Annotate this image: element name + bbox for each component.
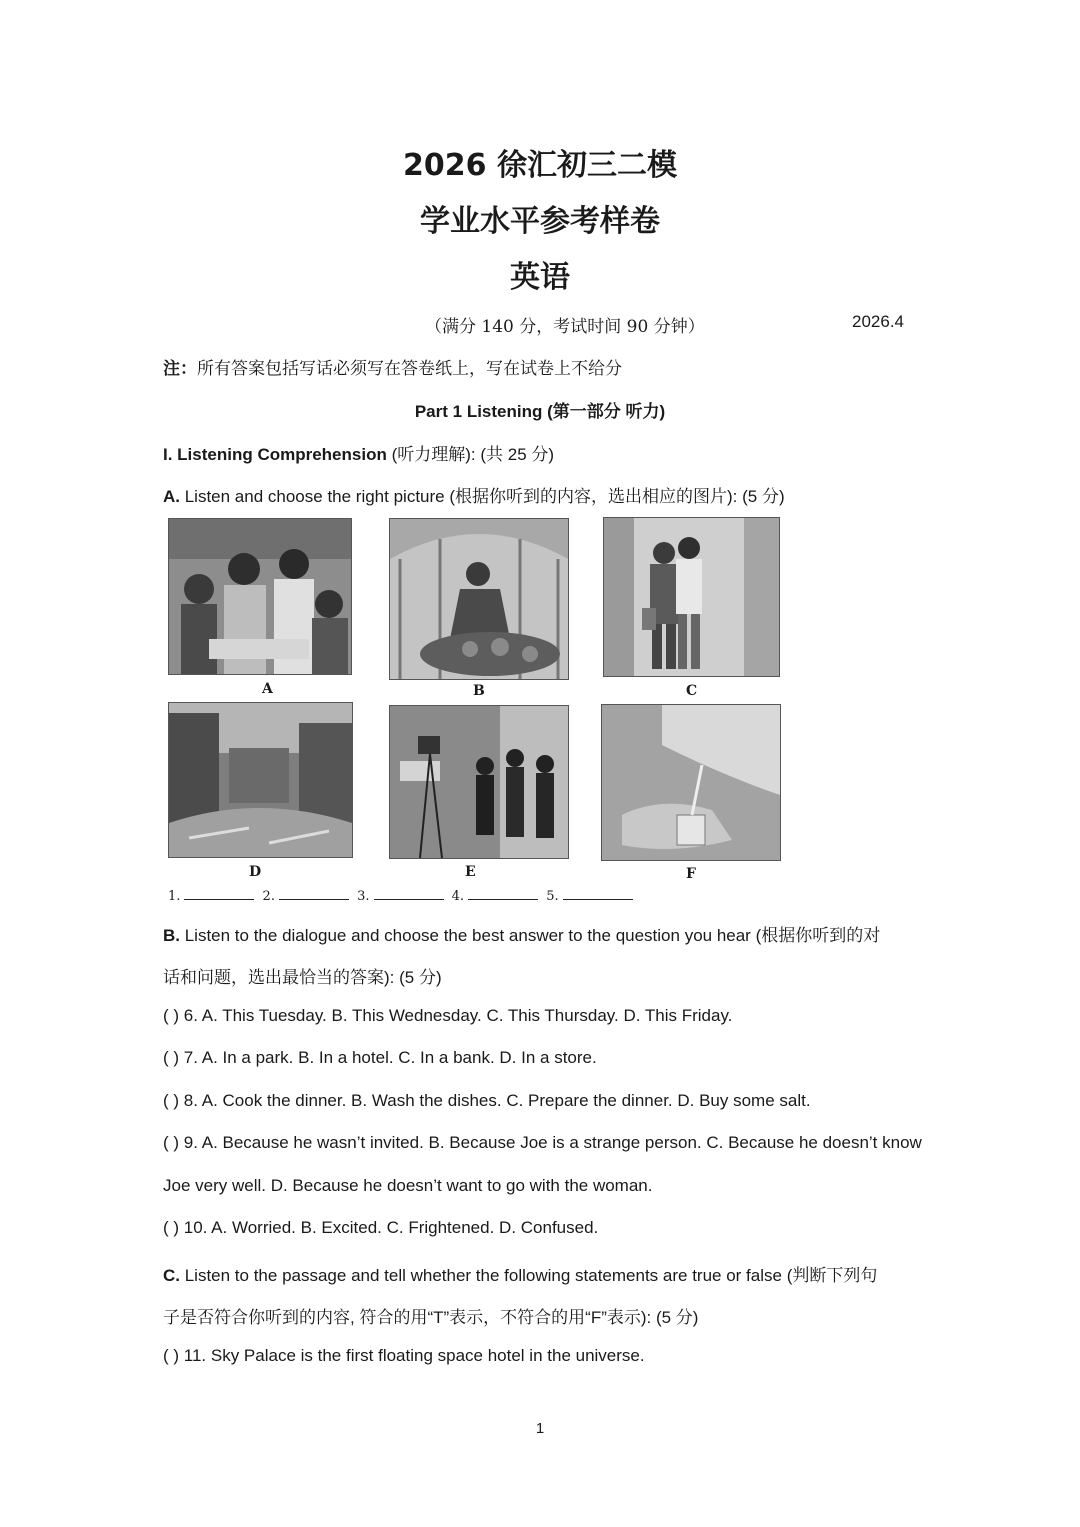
section-c-text-1: Listen to the passage and tell whether the following statements are true or false (判断下列句 (180, 1266, 878, 1285)
blank-label-1: 1. (168, 889, 181, 904)
section-c-heading (163, 1261, 877, 1286)
answer-blank-5[interactable] (563, 888, 633, 900)
picture-label-d: D (249, 864, 262, 880)
section-b-heading (163, 921, 880, 946)
picture-label-c: C (686, 683, 698, 699)
section-a-heading (163, 482, 785, 507)
exam-subtitle: 学业水平参考样卷 (420, 204, 660, 239)
picture-label-b: B (473, 683, 485, 699)
part1-heading: Part 1 Listening (第一部分 听力) (414, 402, 666, 421)
exam-date: 2026.4 (852, 312, 904, 331)
picture-d-flooded-street (168, 702, 353, 858)
question-10: ( ) 10. A. Worried. B. Excited. C. Frightened. D. Confused. (163, 1218, 599, 1237)
picture-label-a: A (262, 681, 273, 697)
picture-c-couple-shopping (603, 517, 780, 677)
question-7: ( ) 7. A. In a park. B. In a hotel. C. In a bank. D. In a store. (163, 1048, 597, 1067)
picture-a-students-group (168, 518, 352, 675)
section-1-heading (163, 440, 554, 465)
note-label: 注： (163, 359, 197, 379)
answer-blank-4[interactable] (468, 888, 538, 900)
blank-label-4: 4. (451, 889, 465, 904)
answer-blank-3[interactable] (374, 888, 444, 900)
section-c-text-2: 子是否符合你听到的内容, 符合的用“T”表示，不符合的用“F”表示): (5 分) (163, 1308, 699, 1327)
exam-note (163, 354, 622, 379)
question-11: ( ) 11. Sky Palace is the first floating space hotel in the universe. (163, 1346, 645, 1365)
picture-label-e: E (465, 864, 476, 880)
picture-b-greenhouse-worker (389, 518, 569, 680)
question-9-line-1: ( ) 9. A. Because he wasn’t invited. B. Because Joe is a strange person. C. Because he doesn’t know (163, 1133, 922, 1152)
question-6: ( ) 6. A. This Tuesday. B. This Wednesday. C. This Thursday. D. This Friday. (163, 1006, 733, 1025)
question-9-line-2: Joe very well. D. Because he doesn’t want to go with the woman. (163, 1176, 653, 1195)
picture-f-pouring-water (601, 704, 781, 861)
section-b-text-2: 话和问题，选出最恰当的答案): (5 分) (163, 968, 442, 987)
page-number: 1 (535, 1420, 545, 1437)
section-b-text-1: Listen to the dialogue and choose the best answer to the question you hear (根据你听到的对 (180, 926, 881, 945)
question-8: ( ) 8. A. Cook the dinner. B. Wash the dishes. C. Prepare the dinner. D. Buy some salt. (163, 1091, 811, 1110)
section-c-label: C. (163, 1266, 180, 1285)
blank-label-2: 2. (262, 889, 275, 904)
blank-label-5: 5. (546, 889, 559, 904)
section-a-label: A. (163, 487, 180, 506)
answer-blanks-row (168, 888, 637, 904)
exam-subject: 英语 (510, 260, 570, 295)
picture-e-film-crew (389, 705, 569, 859)
answer-blank-1[interactable] (184, 888, 254, 900)
score-time-info: （满分 140 分，考试时间 90 分钟） (425, 317, 705, 337)
section-1-label: I. Listening Comprehension (163, 445, 387, 464)
section-1-text: (听力理解): (共 25 分) (386, 445, 555, 464)
picture-label-f: F (686, 866, 696, 882)
answer-blank-2[interactable] (279, 888, 349, 900)
blank-label-3: 3. (357, 889, 370, 904)
note-text: 所有答案包括写话必须写在答卷纸上，写在试卷上不给分 (197, 359, 622, 379)
exam-title: 2026 徐汇初三二模 (403, 148, 677, 183)
section-b-label: B. (163, 926, 180, 945)
section-a-text: Listen and choose the right picture (根据你听到的内容，选出相应的图片): (5 分) (180, 487, 785, 506)
